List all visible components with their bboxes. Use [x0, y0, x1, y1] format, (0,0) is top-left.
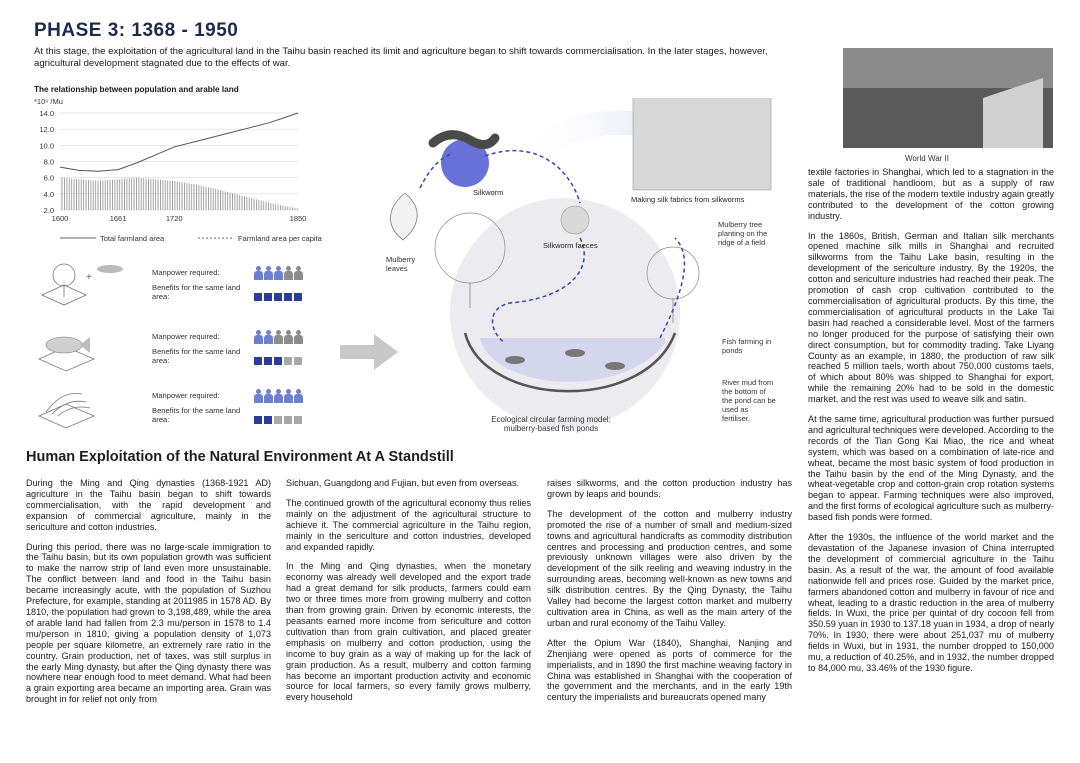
label-silkworm-faeces: Silkworm faeces [543, 241, 598, 250]
right-column-text [808, 167, 1054, 683]
person-icon [294, 266, 303, 280]
benefit-block [264, 416, 272, 424]
paragraph: In the Ming and Qing dynasties, when the monetary economy was already well developed and the export trade had a great demand for silk products, farmers could earn two or three times more from growing mulberry and cotton than from growing grain. Driven by economic interests, the peasants earned more income from sericulture and cotton cultivation than from grain cultivation, and placed greater emphasis on mulberry and cotton production, using the income to buy grain as a way of making up for the lack of grain production. As a result, mulberry and cotton farming has become an important production activity and economic source for local farmers, so every family grows mulberry, every household [286, 561, 531, 703]
benefit-block [284, 416, 292, 424]
benefit-block [284, 293, 292, 301]
intro-text: At this stage, the exploitation of the agricultural land in the Taihu basin reached its limit and agriculture began to shift towards commercialisation. In the later stages, however, agricultural development stagnated due to the effects of war. [34, 46, 768, 69]
silkworm-faeces-icon [561, 206, 589, 234]
comparison-row-sericulture [34, 255, 334, 315]
paragraph: The continued growth of the agricultural economy thus relies mainly on the adjustment of the agricultural structure to achieve it. The commercial agriculture in the Taihu region, mainly in the sericulture and cotton industries, developed and expanded rapidly. [286, 497, 531, 552]
benefit-block [264, 357, 272, 365]
manpower-label: Manpower required: [152, 268, 220, 277]
silk-making-illustration [633, 98, 771, 190]
y-tick-label: 12.0 [39, 125, 54, 135]
person-icon [294, 330, 303, 344]
fish-icon [565, 349, 585, 357]
y-tick-label: 6.0 [43, 173, 54, 183]
manpower-label: Manpower required: [152, 391, 220, 400]
label-mulberry-leaves: Mulberry leaves [386, 255, 416, 273]
benefit-label: Benefits for the same land area: [152, 406, 241, 424]
benefit-block [284, 357, 292, 365]
y-tick-label: 4.0 [43, 189, 54, 199]
ww2-caption: World War II [905, 154, 950, 163]
cycle-circle [450, 198, 680, 428]
paragraph: During the Ming and Qing dynasties (1368-1921 AD) agriculture in the Taihu basin began to shift towards commercialisation, with the rapid development and expansion of commercial agriculture, mainly in the sericulture and cotton industries. [26, 478, 271, 532]
person-icon [254, 266, 263, 280]
manpower-label: Manpower required: [152, 332, 220, 341]
x-tick-label: 1600 [51, 214, 69, 223]
y-axis-label: *10⁶ /Mu [34, 97, 63, 106]
benefit-blocks [254, 357, 302, 365]
paragraph: At the same time, agricultural production was further pursued and agricultural techniques were developed. According to the records of the Tian Gong Kai Miao, the rice and wheat system, which was based on a combination of late-rice and wheat, became the most basic system of food production in the Taihu basin by the end of the Ming Dynasty, and the wheat-vegetable crop and cotton-grain crop rotation systems began to appear. Farming techniques were also improved, and the first forms of ecological agriculture such as mulberry-based fish ponds were formed. [808, 414, 1054, 523]
paragraph: After the Opium War (1840), Shanghai, Nanjing and Zhenjiang were opened as ports of commerce for the imperialists, and in 1890 the first machine weaving factory in China was established in Shanghai with the cooperation of the government and the merchants, and in the early 19th century the imperialists and bureaucrats opened many [547, 637, 792, 703]
paragraph: textile factories in Shanghai, which led to a stagnation in the sale of traditional handloom, but as a supply of raw materials, the rise of the modern textile industry again greatly contributed to the development of the cotton growing industry. [808, 167, 1054, 221]
person-icon [264, 330, 273, 344]
manpower-icons [254, 389, 303, 403]
mulberry-silkworm-icon [34, 255, 134, 310]
y-tick-label: 14.0 [39, 109, 54, 118]
chart-title: The relationship between population and arable land [34, 85, 239, 94]
manpower-icons [254, 266, 303, 280]
fish-icon [605, 362, 625, 370]
label-river-mud: River mud from the bottom of the pond can be used as fertiliser. [722, 378, 776, 423]
benefit-block [294, 416, 302, 424]
benefit-block [274, 416, 282, 424]
benefit-block [254, 293, 262, 301]
x-tick-label: 1661 [109, 214, 127, 223]
diagram-caption: Ecological circular farming model: mulberry-based fish ponds [491, 415, 611, 433]
benefit-block [274, 293, 282, 301]
paragraph: After the 1930s, the influence of the world market and the devastation of the Japanese invasion of China interrupted the development of commercial agriculture in the Taihu basin. As a result of the war, the amount of food available nationwide fell and prices rose. Guided by the market price, farmers abandoned cotton and mulberry in favour of rice and wheat, leading to a drastic reduction in the area of mulberry fields. In Wuxi, the price per quintal of dry cocoon fell from 350.59 yuan in 1930 to 137.18 yuan in 1934, a drop of nearly 70%. In 1930, there were about 251,037 mu of mulberry fields in Wuxi, but in 1931, the number dropped to 150,000 mu, a reduction of 40.25%, and in 1932, the number dropped to 84,000 mu, 33.46% of the 1930 figure. [808, 532, 1054, 673]
person-icon [294, 389, 303, 403]
person-icon [274, 266, 283, 280]
benefit-block [264, 293, 272, 301]
y-tick-label: 10.0 [39, 141, 54, 151]
person-icon [284, 389, 293, 403]
person-icon [264, 266, 273, 280]
benefit-block [294, 293, 302, 301]
benefit-block [254, 357, 262, 365]
person-icon [274, 389, 283, 403]
comparison-row-rice [34, 378, 334, 438]
paragraph: raises silkworms, and the cotton production industry has grown by leaps and bounds. [547, 478, 792, 499]
benefit-label: Benefits for the same land area: [152, 283, 241, 301]
person-icon [254, 330, 263, 344]
benefit-blocks [254, 416, 302, 424]
population-land-chart [28, 95, 328, 250]
person-icon [274, 330, 283, 344]
rice-icon [34, 378, 134, 433]
text-column-2 [286, 478, 531, 712]
mulberry-leaf-icon [390, 193, 417, 240]
label-silkworm: Silkworm [473, 188, 504, 197]
benefit-blocks [254, 293, 302, 301]
legend-per-capita: Farmland area per capita [238, 234, 322, 243]
label-making-silk: Making silk fabrics from silkworms [631, 195, 745, 204]
x-tick-label: 1720 [165, 214, 183, 223]
y-tick-label: 8.0 [43, 157, 54, 167]
benefit-label: Benefits for the same land area: [152, 347, 241, 365]
series-line-total-farmland [60, 113, 298, 171]
paragraph: During this period, there was no large-scale immigration to the Taihu basin, but its own population growth was sufficient to make the narrow strip of land even more unsustainable. The conflict between land and food in the Taihu basin became increasingly acute, with the population of Suzhou Prefecture, for example, standing at 2011985 in 1578 AD. By 1810, the population had grown to 3,198,489, while the area of arable land had fallen from 2.3 mu/person in 1578 to 1.4 mu/person in 1810, giving a population density of 1,073 people per square kilometre, an extremely rare ratio in the country. Grain production, net of taxes, was still surplus in the early Ming dynasty, but after the Qing dynasty there was nowhere near enough food to meet demand. What had been a grain exporting area became an importing area. Grain was brought in for relief not only from [26, 541, 271, 705]
paragraph: Sichuan, Guangdong and Fujian, but even from overseas. [286, 478, 520, 488]
world-war-photo [843, 48, 1053, 148]
comparison-row-fish [34, 319, 334, 379]
svg-text:+: + [86, 272, 92, 283]
legend-total: Total farmland area [100, 234, 165, 243]
benefit-block [254, 416, 262, 424]
text-column-3 [547, 478, 792, 712]
label-mulberry-tree: Mulberry tree planting on the ridge of a field [718, 220, 768, 247]
benefit-block [294, 357, 302, 365]
manpower-icons [254, 330, 303, 344]
page-title: PHASE 3: 1368 - 1950 [34, 20, 239, 41]
x-tick-label: 1850 [289, 214, 307, 223]
section-heading: Human Exploitation of the Natural Environment At A Standstill [26, 449, 454, 465]
text-column-1 [26, 478, 271, 714]
person-icon [264, 389, 273, 403]
paragraph: In the 1860s, British, German and Italian silk merchants opened machine silk mills in Shanghai and recruited silkworms from the Taihu Lake basin, resulting in the development of the sericulture industry. By the 1920s, the cotton and sericulture industries had reached their peak. The promotion of cash crop cultivation contributed to the commercialisation of agricultural products. By this time, the commercialisation of agricultural products in the Lake Tai basin had reached a considerable level. Most of the farmers no longer produced for the purpose of satisfying their own direct consumption, but for commodity trading. Take Liyang County as an example, in 1880, the production of raw silk reached 5 million taels, worth about 750,000 customs taels, of which about 80% was shipped to Shanghai for export, while the remaining 20% had to be sold in the domestic market, and the rest was used to weave silk and satin. [808, 230, 1054, 405]
label-fish-farming: Fish farming in ponds [722, 337, 772, 355]
person-icon [284, 266, 293, 280]
fish-icon [505, 356, 525, 364]
person-icon [254, 389, 263, 403]
benefit-block [274, 357, 282, 365]
paragraph: The development of the cotton and mulberry industry promoted the rise of a number of small and medium-sized towns and agricultural handicrafts as commodity distribution centres and processing and production centres, and some previously unknown villages were also driven by the development of the silk reeling and weaving industry in the surrounding areas, becoming well-known as new towns and silk distribution centres. By the Qing Dynasty, the Taihu Valley had become the largest cotton market and mulberry cultivation area in China, as well as the main artery of the urban and rural economy of the Taihu Valley. [547, 508, 792, 628]
y-tick-label: 2.0 [43, 206, 54, 215]
fish-icon [34, 319, 134, 374]
person-icon [284, 330, 293, 344]
